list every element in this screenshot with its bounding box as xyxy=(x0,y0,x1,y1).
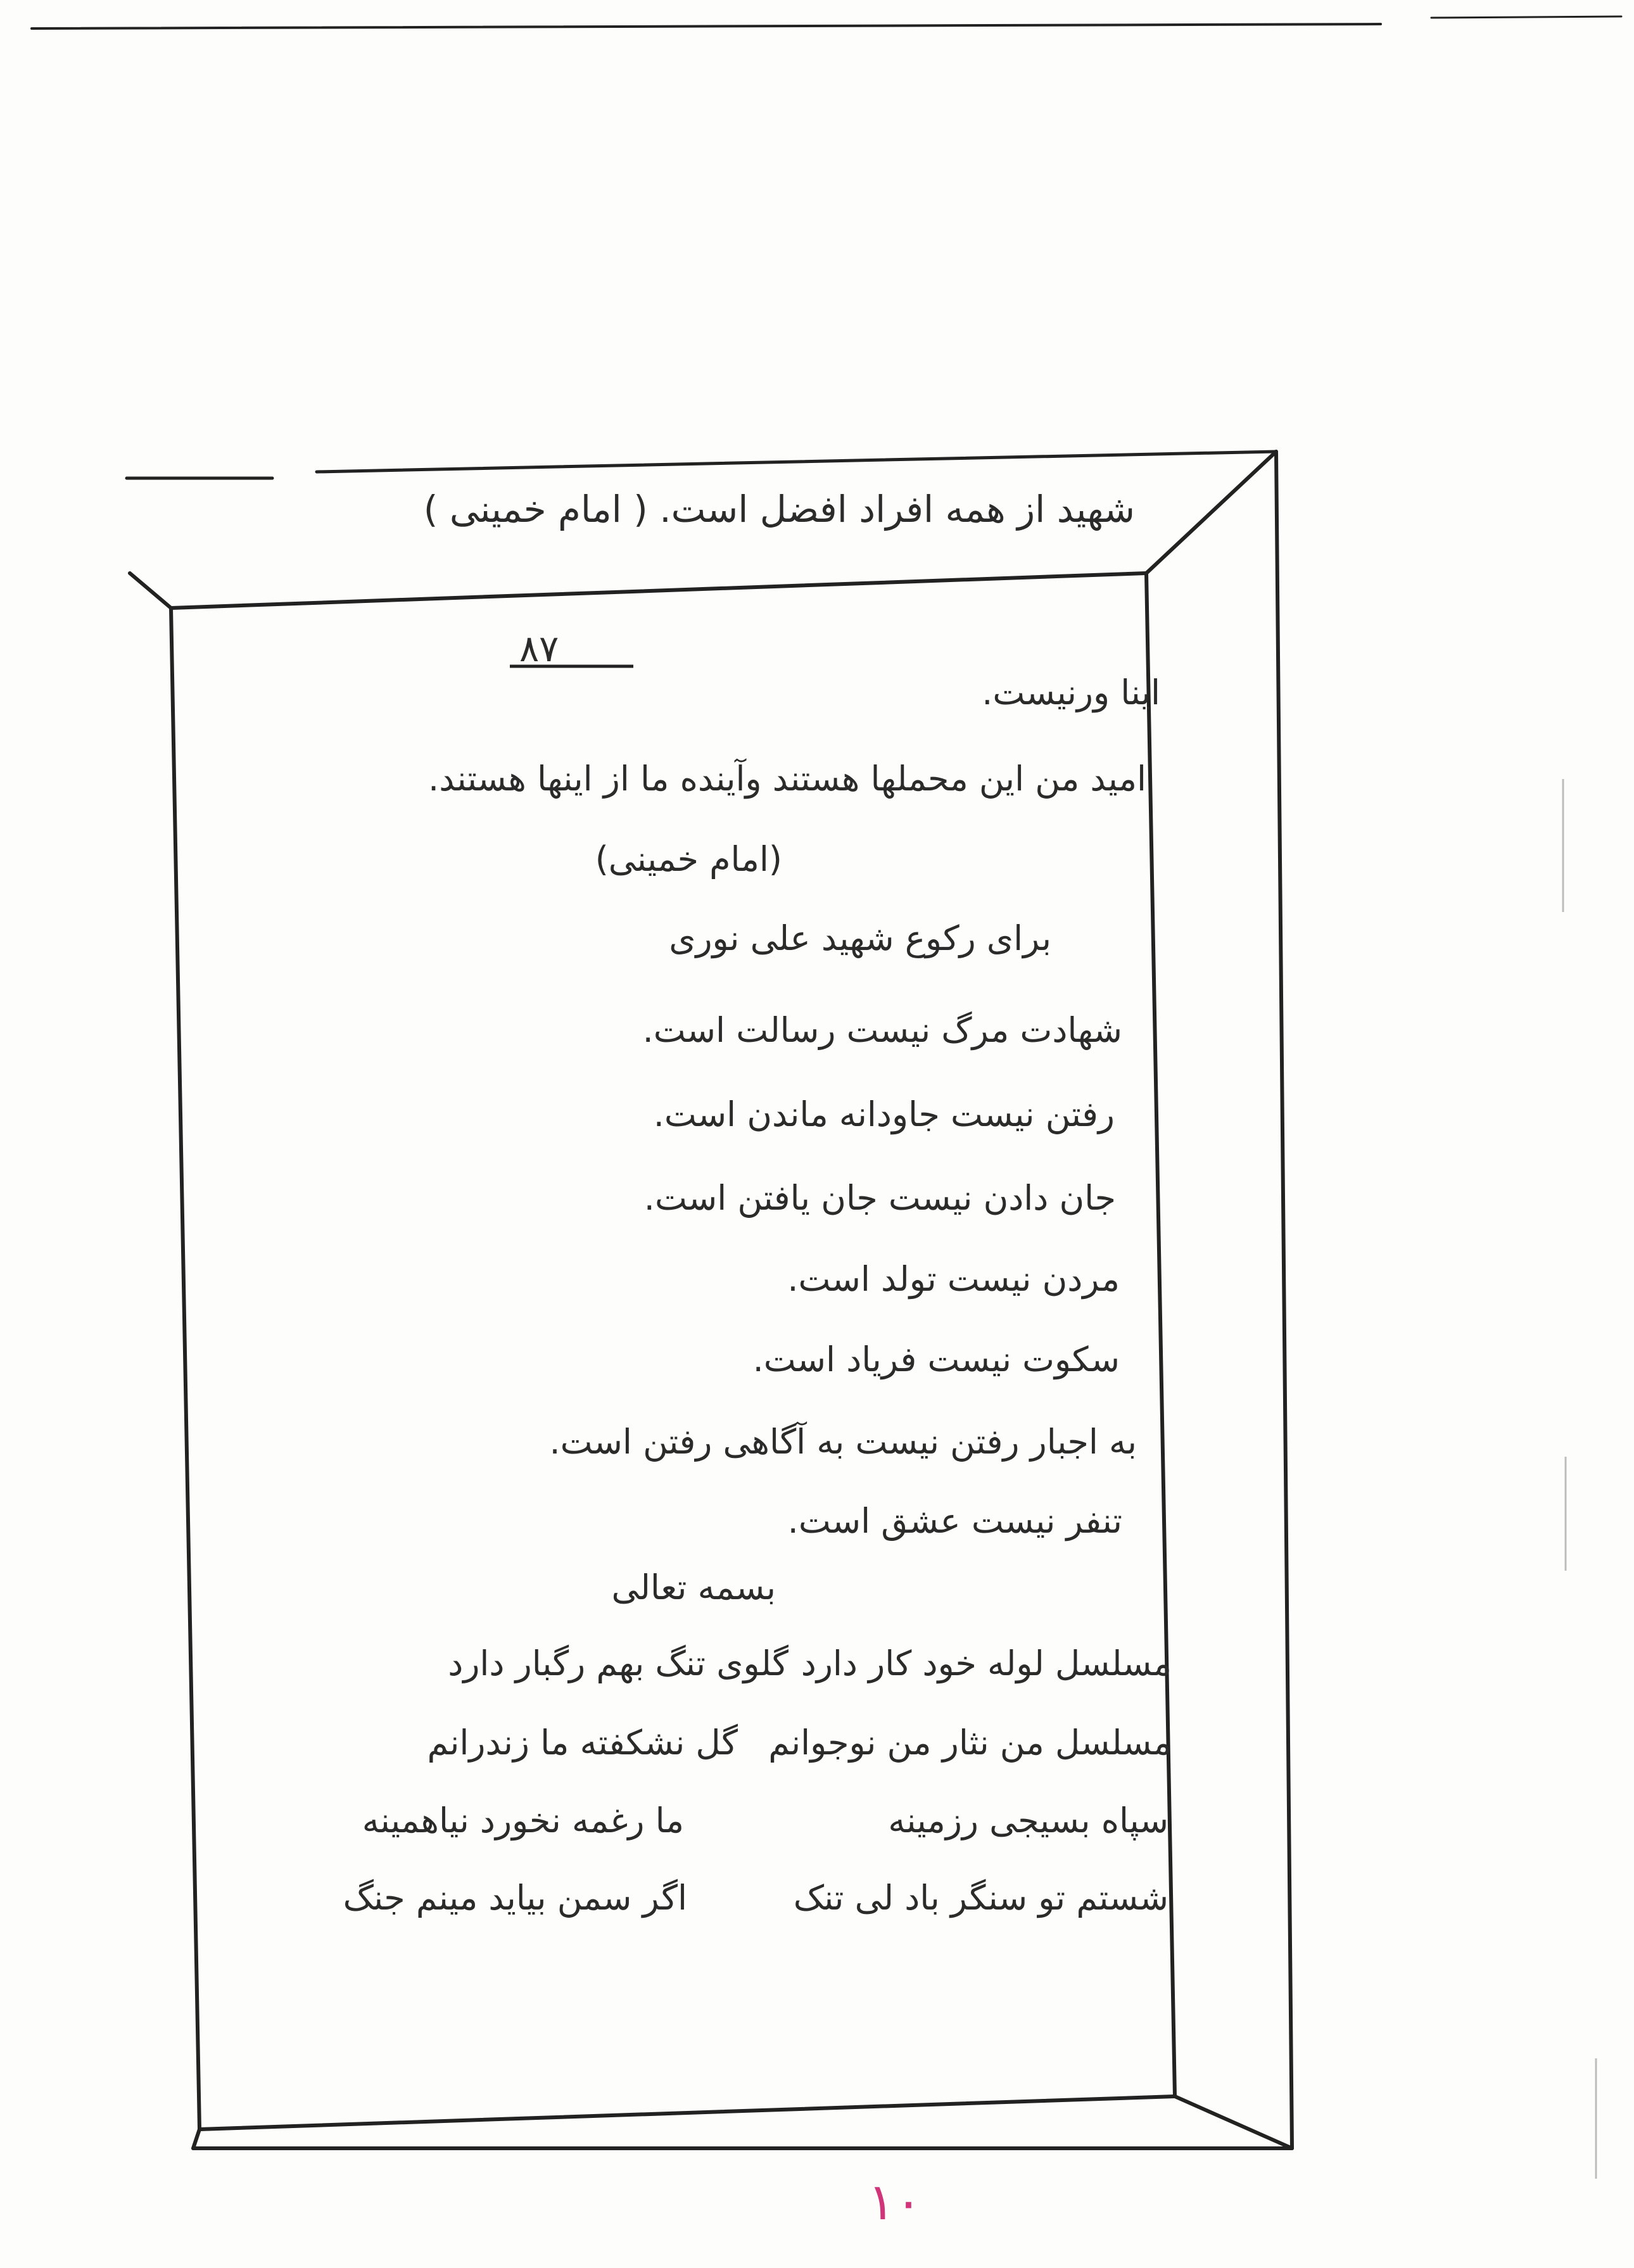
poem-line-1-left: گلوی تنگ بهم رگبار دارد xyxy=(448,1644,788,1683)
poem-line-1-right: مسلسل لوله خود کار دارد xyxy=(801,1644,1172,1683)
poem-line-4-left: اگر سمن بیاید مینم جنگ xyxy=(343,1878,687,1918)
poem-line-4-right: شستم تو سنگر باد لی تنک xyxy=(793,1878,1168,1918)
header-quote: شهید از همه افراد افضل است. ( امام خمینی ) xyxy=(423,488,1135,531)
body-line-4: برای رکوع شهید علی نوری xyxy=(669,918,1051,958)
body-line-3: (امام خمینی) xyxy=(595,839,782,879)
body-line-8: مردن نیست تولد است. xyxy=(787,1259,1120,1299)
body-line-5: شهادت مرگ نیست رسالت است. xyxy=(642,1010,1122,1050)
body-line-9: سکوت نیست فریاد است. xyxy=(752,1340,1120,1379)
body-line-12: بسمه تعالی xyxy=(611,1568,776,1607)
page-number: ۱۰ xyxy=(868,2172,922,2231)
poem-line-3-left: ما رغمه نخورد نیاهمینه xyxy=(362,1801,684,1840)
section-number: ۸۷ xyxy=(519,627,559,670)
body-line-7: جان دادن نیست جان یافتن است. xyxy=(643,1178,1116,1218)
body-line-2: امید من این محملها هستند وآینده ما از اینها هستند. xyxy=(428,759,1146,799)
poem-line-3-right: سپاه بسیجی رزمینه xyxy=(888,1801,1168,1840)
body-line-10: به اجبار رفتن نیست به آگاهی رفتن است. xyxy=(549,1422,1137,1462)
poem-line-2-left: گل نشکفته ما زندرانم xyxy=(427,1723,738,1763)
body-line-11: تنفر نیست عشق است. xyxy=(787,1501,1122,1541)
body-line-1: اینا ورنیست. xyxy=(982,673,1160,713)
poem-line-2-right: مسلسل من نثار من نوجوانم xyxy=(768,1723,1172,1763)
body-line-6: رفتن نیست جاودانه ماندن است. xyxy=(653,1094,1115,1134)
